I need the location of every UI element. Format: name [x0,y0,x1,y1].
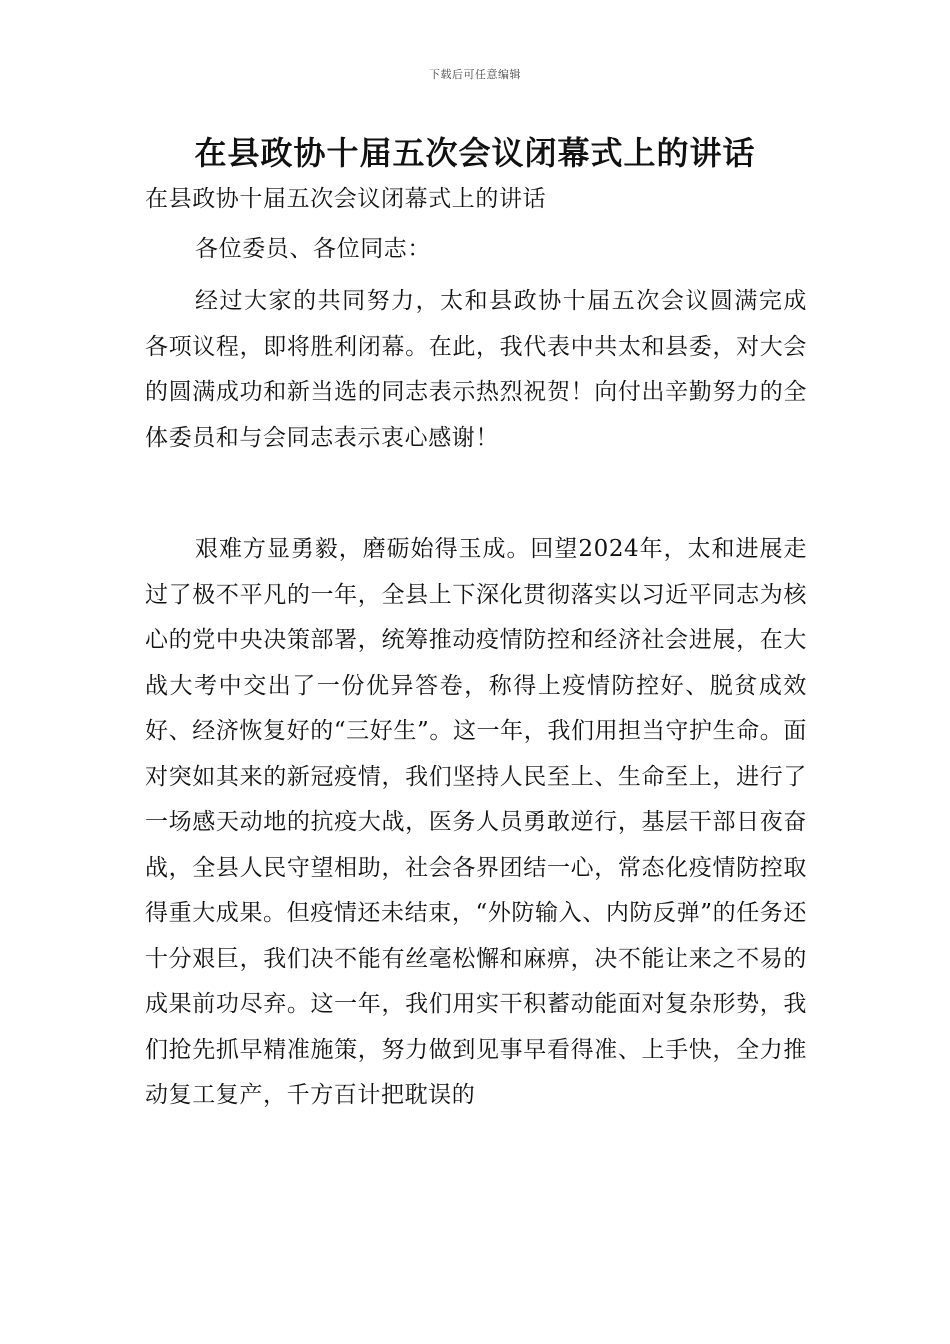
paragraph-opening: 经过大家的共同努力，太和县政协十届五次会议圆满完成各项议程，即将胜利闭幕。在此，我代表中共太和县委，对大会的圆满成功和新当选的同志表示热烈祝贺！向付出辛勤努力的全体委员和与会同志表示衷心感谢！ [145,288,807,451]
document-title: 在县政协十届五次会议闭幕式上的讲话 [194,134,756,172]
header-note: 下载后可任意编辑 [429,68,521,81]
paragraph-review: 艰难方显勇毅，磨砺始得玉成。回望2024年，太和进展走过了极不平凡的一年，全县上下深化贯彻落实以习近平同志为核心的党中央决策部署，统筹推动疫情防控和经济社会进展，在大战大考中交出了一份优异答卷，称得上疫情防控好、脱贫成效好、经济恢复好的“三好生”。这一年，我们用担当守护生命。面对突如其来的新冠疫情，我们坚持人民至上、生命至上，进行了一场感天动地的抗疫大战，医务人员勇敢逆行，基层干部日夜奋战，全县人民守望相助，社会各界团结一心，常态化疫情防控取得重大成果。但疫情还未结束，“外防输入、内防反弹”的任务还十分艰巨，我们决不能有丝毫松懈和麻痹，决不能让来之不易的成果前功尽弃。这一年，我们用实干积蓄动能面对复杂形势，我们抢先抓早精准施策，努力做到见事早看得准、上手快，全力推动复工复产，千方百计把耽误的 [145,536,807,1108]
salutation: 各位委员、各位同志： [195,236,431,262]
document-subtitle: 在县政协十届五次会议闭幕式上的讲话 [145,186,547,212]
